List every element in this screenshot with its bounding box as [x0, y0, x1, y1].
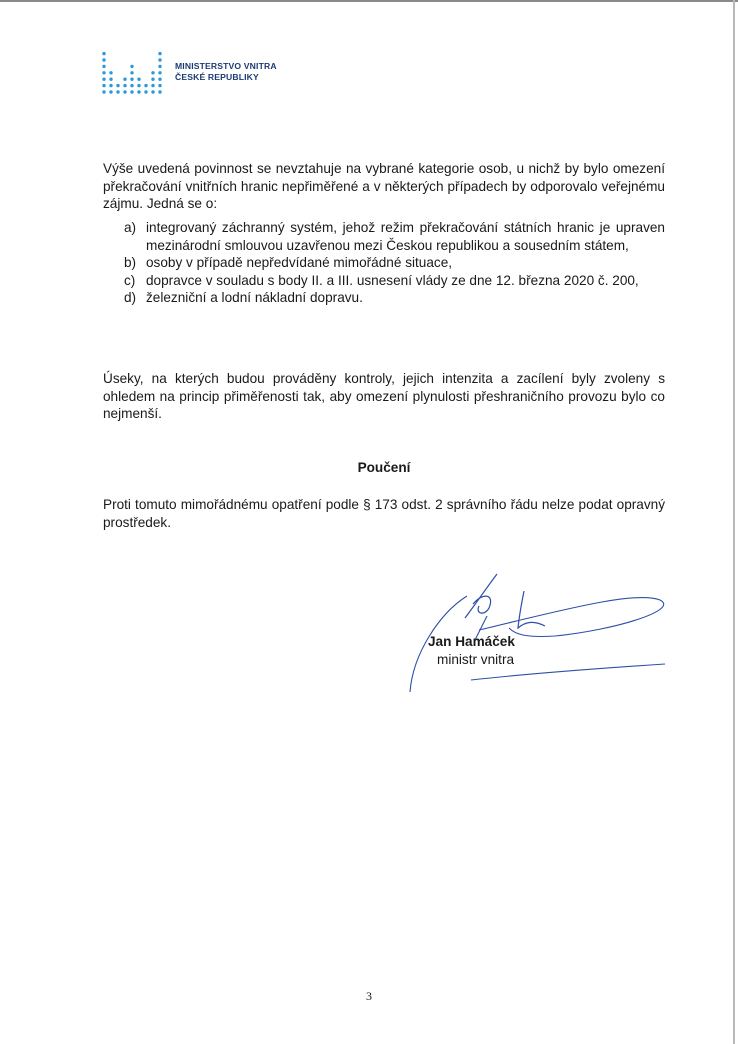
logo-dot	[130, 84, 133, 87]
logo-dot	[158, 58, 161, 61]
list-marker: d)	[124, 290, 137, 305]
page-number: 3	[366, 989, 372, 1003]
signature-stroke	[518, 591, 545, 628]
logo-dot	[102, 65, 105, 68]
logo-dot	[102, 71, 105, 74]
logo-dot	[158, 52, 161, 55]
signature-stroke	[479, 597, 664, 636]
logo-dot	[137, 90, 140, 93]
logo-dot	[116, 90, 119, 93]
logo-dot	[130, 65, 133, 68]
logo-dot	[109, 71, 112, 74]
signatory-name: Jan Hamáček	[428, 634, 515, 649]
paragraph-exceptions-intro: Výše uvedená povinnost se nevztahuje na vybrané kategorie osob, u nichž by bylo omezení překračování vnitřních hranic nepřiměřené a v některých případech by odporovalo veřejnému zájmu. Jedná se o:	[103, 161, 665, 211]
logo-dot	[130, 90, 133, 93]
list-item	[103, 254, 665, 272]
logo-dot	[123, 78, 126, 81]
signature-stroke	[473, 596, 491, 613]
paragraph-controls: Úseky, na kterých budou prováděny kontroly, jejich intenzita a zacílení byly zvoleny s ohledem na princip přiměřenosti tak, aby omezení plynulosti přeshraničního provozu bylo co nejmenší.	[103, 371, 665, 421]
list-item-text: integrovaný záchranný systém, jehož režim překračování státních hranic je upraven mezinárodní smlouvou uzavřenou mezi Českou republikou a sousedním státem,	[146, 220, 665, 253]
logo-dot	[102, 90, 105, 93]
list-marker: a)	[124, 220, 137, 235]
logo-dot	[109, 78, 112, 81]
logo-dot	[151, 71, 154, 74]
logo-dot	[102, 52, 105, 55]
logo-dot	[109, 84, 112, 87]
logo-dot	[158, 71, 161, 74]
list-marker: b)	[124, 255, 137, 270]
logo-dot	[123, 84, 126, 87]
logo-dot	[130, 71, 133, 74]
logo-dot	[116, 84, 119, 87]
list-item	[103, 219, 665, 254]
logo-dot	[102, 78, 105, 81]
logo-dot	[123, 90, 126, 93]
signatory-role: ministr vnitra	[437, 652, 515, 667]
logo-dot	[158, 78, 161, 81]
logo-dot	[130, 78, 133, 81]
list-item	[103, 289, 665, 307]
scan-edge-top	[0, 0, 738, 2]
paragraph-legal-notice: Proti tomuto mimořádnému opatření podle § 173 odst. 2 správního řádu nelze podat opravný prostředek.	[103, 497, 665, 530]
logo-dot	[102, 84, 105, 87]
logo-dot	[151, 90, 154, 93]
signature-stroke	[465, 574, 497, 618]
ministry-logo	[101, 44, 301, 96]
logo-text	[175, 61, 277, 83]
logo-line-2: ČESKÉ REPUBLIKY	[175, 72, 259, 82]
logo-dot	[102, 58, 105, 61]
logo-dot	[109, 90, 112, 93]
logo-dot	[144, 84, 147, 87]
logo-dot	[151, 78, 154, 81]
handwritten-signature-icon	[405, 568, 705, 698]
logo-dot	[158, 84, 161, 87]
list-item-text: osoby v případě nepředvídané mimořádné situace,	[146, 255, 453, 270]
list-marker: c)	[124, 272, 136, 288]
list-item-text: železniční a lodní nákladní dopravu.	[146, 290, 363, 305]
logo-dot	[144, 90, 147, 93]
logo-dot	[137, 78, 140, 81]
section-heading: Poučení	[357, 460, 411, 475]
logo-dot	[137, 84, 140, 87]
list-item	[103, 272, 665, 290]
logo-dot	[151, 84, 154, 87]
exceptions-list	[103, 219, 665, 307]
list-item-text: dopravce v souladu s body II. a III. usnesení vlády ze dne 12. března 2020 č. 200,	[146, 272, 639, 288]
logo-dot	[158, 90, 161, 93]
ministry-dots-icon	[101, 44, 171, 96]
logo-line-1: MINISTERSTVO VNITRA	[175, 61, 277, 71]
logo-dot	[158, 65, 161, 68]
scan-edge-right	[733, 0, 735, 1044]
